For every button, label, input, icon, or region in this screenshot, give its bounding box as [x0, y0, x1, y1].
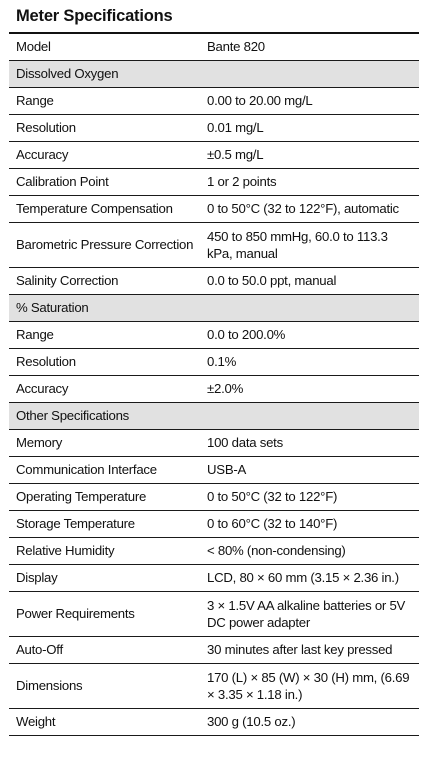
section-header-row: [9, 60, 419, 87]
spec-value: Bante 820: [207, 39, 265, 55]
spec-label: Weight: [16, 714, 56, 729]
spec-value: 0.0 to 200.0%: [207, 327, 286, 342]
spec-label: Calibration Point: [16, 174, 109, 189]
section-header-row: [9, 294, 419, 321]
spec-label: Relative Humidity: [16, 543, 115, 558]
spec-label: Auto-Off: [16, 642, 63, 657]
spec-label: Range: [16, 93, 54, 108]
page-title: Meter Specifications: [16, 7, 173, 25]
spec-value: 0.00 to 20.00 mg/L: [207, 93, 313, 108]
spec-value: 3 × 1.5V AA alkaline batteries or 5V DC power adapter: [207, 597, 406, 630]
spec-label: Display: [16, 570, 58, 585]
spec-value: 0 to 50°C (32 to 122°F), automatic: [207, 201, 399, 216]
spec-label: Salinity Correction: [16, 273, 119, 288]
spec-label: Model: [16, 39, 51, 55]
section-header-row: [9, 402, 419, 429]
spec-value: 100 data sets: [207, 435, 283, 450]
spec-value: 1 or 2 points: [207, 174, 277, 189]
spec-value: 300 g (10.5 oz.): [207, 714, 296, 729]
spec-value: 0.0 to 50.0 ppt, manual: [207, 273, 337, 288]
spec-label: Accuracy: [16, 147, 69, 162]
spec-label: Communication Interface: [16, 462, 157, 477]
spec-row: [9, 141, 419, 168]
spec-row: [9, 222, 419, 267]
spec-value: 30 minutes after last key pressed: [207, 642, 393, 657]
spec-label: Temperature Compensation: [16, 201, 173, 216]
spec-row: [9, 195, 419, 222]
section-title: Dissolved Oxygen: [9, 60, 419, 87]
section-title: % Saturation: [9, 294, 419, 321]
spec-table-body: [9, 33, 419, 735]
spec-label: Operating Temperature: [16, 489, 147, 504]
spec-value: 170 (L) × 85 (W) × 30 (H) mm, (6.69 × 3.35 × 1.18 in.): [207, 669, 410, 702]
spec-label: Memory: [16, 435, 63, 450]
spec-row: [9, 375, 419, 402]
spec-value: 450 to 850 mmHg, 60.0 to 113.3 kPa, manual: [207, 228, 388, 261]
spec-row: [9, 537, 419, 564]
spec-value: < 80% (non-condensing): [207, 543, 346, 558]
spec-row: [9, 321, 419, 348]
spec-row: [9, 87, 419, 114]
spec-value: 0.01 mg/L: [207, 120, 264, 135]
spec-label: Storage Temperature: [16, 516, 135, 531]
spec-value: LCD, 80 × 60 mm (3.15 × 2.36 in.): [207, 570, 399, 585]
spec-label: Accuracy: [16, 381, 69, 396]
spec-label: Dimensions: [16, 678, 83, 693]
spec-row: [9, 168, 419, 195]
spec-label: Barometric Pressure Correction: [16, 237, 194, 252]
spec-value: USB-A: [207, 462, 247, 477]
spec-row: [9, 591, 419, 636]
spec-row: [9, 510, 419, 537]
spec-label: Resolution: [16, 354, 76, 369]
spec-row: [9, 456, 419, 483]
spec-row: [9, 564, 419, 591]
spec-row: [9, 483, 419, 510]
spec-row: [9, 429, 419, 456]
section-title: Other Specifications: [9, 402, 419, 429]
spec-row: [9, 267, 419, 294]
spec-label: Power Requirements: [16, 606, 135, 621]
spec-row: [9, 708, 419, 735]
spec-value: ±0.5 mg/L: [207, 147, 264, 162]
spec-value: ±2.0%: [207, 381, 244, 396]
spec-row: [9, 33, 419, 60]
spec-value: 0 to 50°C (32 to 122°F): [207, 489, 338, 504]
spec-row: [9, 636, 419, 663]
spec-value: 0.1%: [207, 354, 237, 369]
spec-value: 0 to 60°C (32 to 140°F): [207, 516, 338, 531]
spec-row: [9, 663, 419, 708]
spec-label: Resolution: [16, 120, 76, 135]
spec-table: [9, 32, 419, 736]
spec-row: [9, 348, 419, 375]
spec-label: Range: [16, 327, 54, 342]
spec-row: [9, 114, 419, 141]
